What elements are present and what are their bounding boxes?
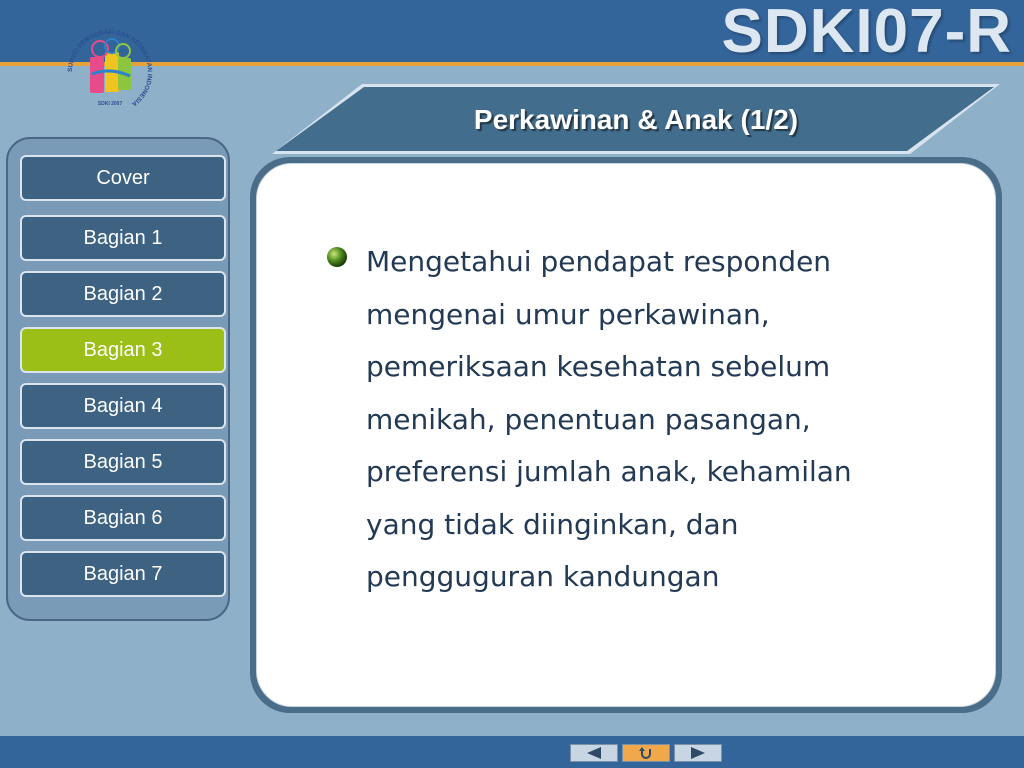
bullet-sphere-icon — [326, 246, 348, 268]
nav-bagian-1-button[interactable]: Bagian 1 — [20, 215, 226, 261]
triangle-right-icon — [690, 747, 706, 759]
nav-bagian-4-button[interactable]: Bagian 4 — [20, 383, 226, 429]
nav-bagian-6-button[interactable]: Bagian 6 — [20, 495, 226, 541]
nav-bagian-5-button[interactable]: Bagian 5 — [20, 439, 226, 485]
prev-slide-button[interactable] — [570, 744, 618, 762]
sidebar-nav — [6, 137, 230, 621]
brand-title: SDKI07-R — [721, 0, 1012, 66]
nav-bagian-7-button[interactable]: Bagian 7 — [20, 551, 226, 597]
nav-bagian-2-button[interactable]: Bagian 2 — [20, 271, 226, 317]
slide-title: Perkawinan & Anak (1/2) — [473, 104, 799, 135]
next-slide-button[interactable] — [674, 744, 722, 762]
return-arrow-icon — [639, 747, 653, 759]
logo-caption: SDKI 2007 — [97, 101, 123, 107]
nav-cover-button[interactable]: Cover — [20, 155, 226, 201]
return-button[interactable] — [622, 744, 670, 762]
triangle-left-icon — [586, 747, 602, 759]
bullet-text: Mengetahui pendapat responden mengenai umur perkawinan, pemeriksaan kesehatan sebelum menikah, penentuan pasangan, preferensi jumlah anak, kehamilan yang tidak diinginkan, dan pengguguran kandungan — [366, 245, 852, 593]
logo-ring-text: SURVEI DEMOGRAFI DAN KESEHATAN INDONESIA — [66, 28, 154, 108]
sdki-logo — [60, 22, 160, 122]
footer-bar — [0, 736, 1024, 768]
nav-bagian-3-button[interactable]: Bagian 3 — [20, 327, 226, 373]
